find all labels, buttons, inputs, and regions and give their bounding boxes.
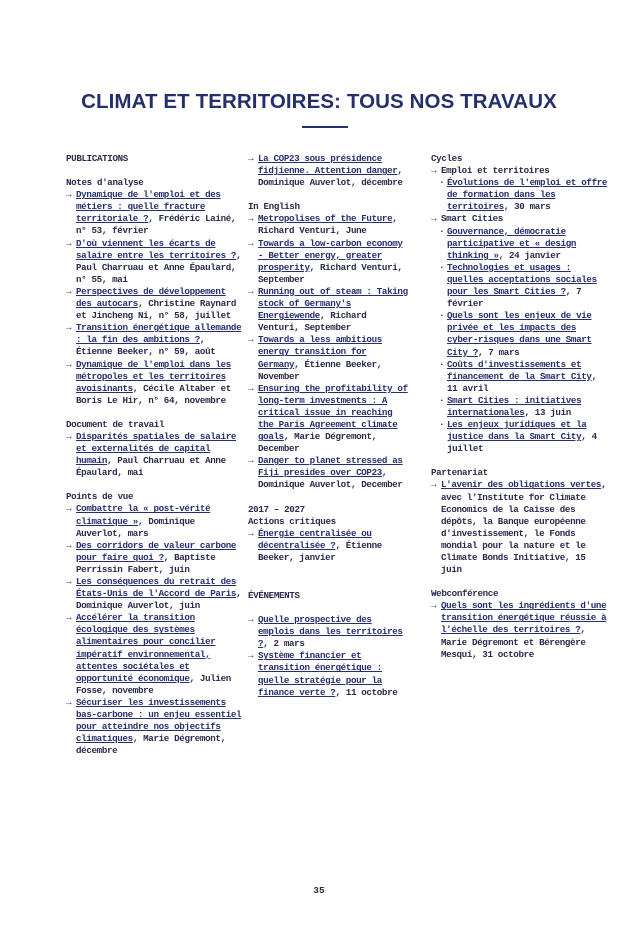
- list-item: [66, 286, 244, 322]
- publications-column: [66, 153, 244, 769]
- english-list: [248, 213, 410, 491]
- list-item: [66, 697, 244, 757]
- item-details: , 2 mars: [263, 638, 305, 650]
- item-details: , 4 juillet: [447, 431, 597, 455]
- page-title: CLIMAT ET TERRITOIRES: TOUS NOS TRAVAUX: [81, 90, 557, 113]
- docs-list: [66, 431, 244, 479]
- top-list: [248, 153, 410, 189]
- list-item: [431, 310, 609, 358]
- item-details: , Julien Fosse, novembre: [76, 672, 231, 696]
- publication-link[interactable]: Dynamique de l'emploi dans les métropoles et les territoires avoisinants: [76, 358, 231, 394]
- pov-list: [66, 503, 244, 757]
- publication-link[interactable]: Sécuriser les investissements bas-carbone : un enjeu essentiel pour atteindre nos objectifs climatiques: [76, 696, 242, 745]
- publication-link[interactable]: Des corridors de valeur carbone pour faire quoi ?: [76, 539, 237, 563]
- publication-link[interactable]: Système financier et transition énergétique : quelle stratégie pour la finance verte ?: [258, 650, 382, 698]
- list-item: [431, 177, 609, 213]
- publication-link[interactable]: Danger to planet stressed as Fiji presides over COP23: [258, 455, 403, 479]
- list-item: [66, 503, 244, 539]
- right-column: [431, 153, 609, 673]
- list-item: [248, 213, 410, 237]
- cycle-smart-cities-list: [431, 226, 609, 456]
- page-number: 35: [313, 885, 325, 896]
- item-details: , Richard Venturi, June: [258, 213, 398, 237]
- publication-link[interactable]: Les conséquences du retrait des États-Unis de l'Accord de Paris: [76, 576, 237, 600]
- critical-subheading: Actions critiques: [248, 515, 336, 527]
- list-item: [66, 322, 244, 358]
- publications-heading: PUBLICATIONS: [66, 153, 128, 164]
- publication-link[interactable]: Combattre la « post-vérité climatique »: [76, 503, 211, 527]
- cycle-smart-cities-title: → Smart Cities: [431, 213, 609, 225]
- list-item: [248, 614, 410, 650]
- item-details: , Dominique Auverlot, juin: [76, 588, 242, 612]
- publication-link[interactable]: D'où viennent les écarts de salaire entre les territoires ?: [76, 237, 237, 261]
- publication-link[interactable]: Disparités spatiales de salaire et externalités de capital humain: [76, 430, 237, 467]
- item-details: , Cécile Altaber et Boris Le Hir, n° 64, novembre: [76, 382, 231, 406]
- webconf-list: [431, 600, 609, 660]
- list-item: [66, 612, 244, 697]
- list-item: [66, 576, 244, 612]
- item-details: , 11 octobre: [335, 686, 398, 698]
- item-details: , Dominique Auverlot, December: [258, 467, 403, 491]
- critical-list: [248, 528, 410, 564]
- list-item: [248, 650, 410, 698]
- item-details: , 11 avril: [447, 370, 597, 394]
- critical-heading: 2017 – 2027: [248, 503, 305, 515]
- publication-link[interactable]: Ensuring the profitability of long-term investments : A critical issue in reaching the Paris Agreement climate goals: [258, 382, 408, 443]
- publication-link[interactable]: Accélérer la transition écologique des systèmes alimentaires pour concilier impératif environnemental, attentes sociétales et opportunité économique: [76, 612, 216, 684]
- publication-link[interactable]: Énergie centralisée ou décentralisée ?: [258, 527, 372, 551]
- list-item: [431, 600, 609, 660]
- list-item: [248, 286, 410, 334]
- item-details: , 7 mars: [477, 346, 520, 358]
- list-item: [66, 359, 244, 407]
- publication-link[interactable]: Dynamique de l'emploi et des métiers : quelle fracture territoriale ?: [76, 189, 221, 225]
- item-details: , 13 juin: [524, 406, 571, 418]
- publication-link[interactable]: Smart Cities : initiatives internationales: [447, 394, 582, 418]
- webconf-heading: Webconférence: [431, 588, 499, 600]
- middle-column: [248, 153, 410, 711]
- english-heading: In English: [248, 201, 300, 213]
- list-item: [431, 479, 609, 576]
- list-item: [431, 226, 609, 262]
- publication-link[interactable]: Évolutions de l'emploi et offre de formation dans les territoires: [447, 177, 608, 213]
- item-details: , avec l'Institute for Climate Economics de la Caisse des dépôts, la Banque européenne d'investissement, le Fonds mondial pour la nature et le Climate Bonds Initiative, 15 juin: [441, 479, 607, 576]
- publication-link[interactable]: Quels sont les ingrédients d'une transition énergétique réussie à l'échelle des territoires ?: [441, 600, 607, 636]
- list-item: [66, 540, 244, 576]
- cycle-emploi-list: [431, 177, 609, 213]
- item-details: , Richard Venturi, September: [258, 261, 403, 285]
- list-item: [66, 431, 244, 479]
- item-details: , 30 mars: [503, 201, 551, 213]
- item-details: , Marie Dégremont, décembre: [76, 733, 226, 757]
- list-item: [248, 238, 410, 286]
- list-item: [248, 383, 410, 456]
- item-details: , Étienne Beeker, n° 59, août: [76, 334, 216, 358]
- pov-heading: Points de vue: [66, 491, 134, 503]
- item-details: , Dominique Auverlot, mars: [76, 515, 195, 539]
- item-details: , Étienne Beeker, November: [258, 358, 382, 382]
- item-details: , Christine Raynard et Jincheng Ni, n° 58, juillet: [76, 298, 237, 322]
- publication-link[interactable]: La COP23 sous présidence fidjienne. Attention danger: [258, 153, 398, 177]
- list-item: [248, 153, 410, 189]
- item-details: , Richard Venturi, September: [258, 310, 367, 334]
- item-details: , Paul Charruau et Anne Épaulard, mai: [76, 455, 226, 479]
- item-details: , Marie Dégremont, December: [258, 431, 377, 455]
- list-item: [248, 455, 410, 491]
- publication-link[interactable]: Les enjeux juridiques et la justice dans la Smart City: [447, 419, 587, 443]
- item-details: , Paul Charruau et Anne Épaulard, n° 55, mai: [76, 249, 242, 285]
- list-item: [248, 334, 410, 382]
- list-item: [431, 359, 609, 395]
- item-details: , Baptiste Perrissin Fabert, juin: [76, 551, 216, 575]
- cycle-emploi-title: → Emploi et territoires: [431, 165, 609, 177]
- list-item: [431, 419, 609, 455]
- list-item: [248, 528, 410, 564]
- item-details: , Dominique Auverlot, décembre: [258, 165, 403, 189]
- title-underline: [302, 126, 348, 128]
- publication-link[interactable]: Coûts d'investissements et financement de la Smart City: [447, 358, 592, 382]
- publication-link[interactable]: Running out of steam : Taking stock of Germany's Energiewende: [258, 285, 408, 322]
- list-item: [431, 262, 609, 310]
- partner-list: [431, 479, 609, 576]
- list-item: [66, 189, 244, 237]
- doc-heading: Document de travail: [66, 418, 165, 430]
- item-details: , 7 février: [447, 286, 582, 310]
- item-details: , Marie Dégremont et Bérengère Mesqui, 31 octobre: [441, 624, 586, 660]
- publication-link[interactable]: Perspectives de développement des autocars: [76, 285, 226, 310]
- publication-link[interactable]: Towards a low-carbon economy - Better energy, greater prosperity: [258, 237, 403, 273]
- events-heading: ÉVÉNEMENTS: [248, 590, 300, 601]
- list-item: [431, 395, 609, 419]
- notes-list: [66, 189, 244, 407]
- publication-link[interactable]: Quels sont les enjeux de vie privée et les impacts des cyber-risques dans une Smart City ?: [447, 310, 592, 358]
- publication-link[interactable]: Transition énergétique allemande : la fin des ambitions ?: [76, 322, 242, 346]
- cycles-heading: Cycles: [431, 153, 462, 164]
- item-details: , Frédéric Lainé, n° 53, février: [76, 213, 237, 237]
- publication-link[interactable]: Gouvernance, démocratie participative et « design thinking »: [447, 225, 577, 261]
- item-details: , 24 janvier: [498, 249, 561, 261]
- list-item: [66, 238, 244, 286]
- publication-link[interactable]: Towards a less ambitious energy transition for Germany: [258, 334, 382, 370]
- publication-link[interactable]: Metropolises of the Future: [258, 213, 393, 225]
- publication-link[interactable]: Quelle prospective des emplois dans les territoires ?: [258, 614, 403, 650]
- item-details: , Étienne Beeker, janvier: [258, 539, 382, 563]
- partner-heading: Partenariat: [431, 467, 488, 479]
- publication-link[interactable]: Technologies et usages : quelles acceptations sociales pour les Smart Cities ?: [447, 261, 597, 298]
- events-list: [248, 614, 410, 699]
- notes-heading: Notes d'analyse: [66, 177, 144, 189]
- publication-link[interactable]: L'avenir des obligations vertes: [441, 479, 602, 491]
